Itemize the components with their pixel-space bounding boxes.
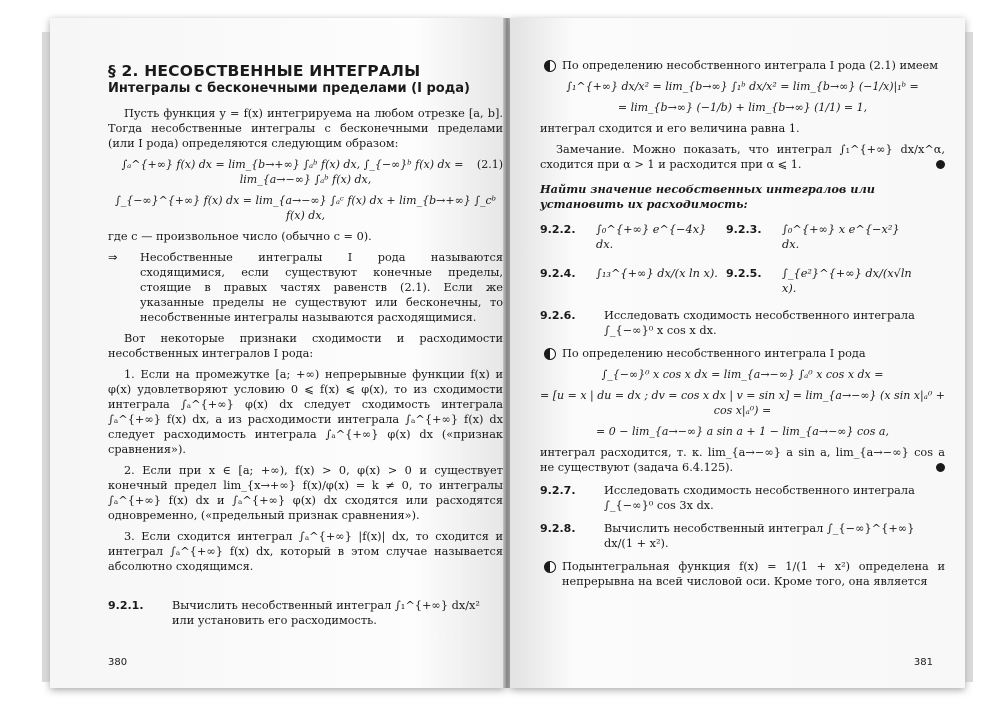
exercise-heading: Найти значение несобственных интегралов или установить их расходимость: xyxy=(540,182,875,211)
section-title: § 2. НЕСОБСТВЕННЫЕ ИНТЕГРАЛЫ xyxy=(108,62,421,80)
solution-start-icon xyxy=(544,60,556,72)
task-9-2-1 xyxy=(108,598,503,628)
subsection-title: Интегралы с бесконечными пределами (I рода) xyxy=(108,81,470,96)
definition-block xyxy=(108,250,503,325)
solution-start-icon xyxy=(544,348,556,360)
sign-3: 3. Если сходится интеграл ∫ₐ^{+∞} |f(x)| dx, то сходится и интеграл ∫ₐ^{+∞} f(x) dx, который в этом случае называется абсолютно сходящимся. xyxy=(108,530,503,573)
formula-full-line: ∫_{−∞}^{+∞} f(x) dx = lim_{a→−∞} ∫ₐᶜ f(x) dx + lim_{b→+∞} ∫_cᵇ f(x) dx, xyxy=(114,194,497,222)
solution-9-2-6 xyxy=(540,346,945,361)
remark-text: Замечание. Можно показать, что интеграл ∫₁^{+∞} dx/x^α, сходится при α > 1 и расходится при α ⩽ 1. xyxy=(540,143,945,171)
solution-formula-b: = [u = x | du = dx ; dv = cos x dx | v = sin x] = lim_{a→−∞} (x sin x|ₐ⁰ + cos x|ₐ⁰) = xyxy=(540,389,945,417)
remark xyxy=(540,142,945,172)
exercise-expression: ∫₀^{+∞} x e^{−x²} dx. xyxy=(782,223,900,251)
solution-end-icon xyxy=(936,463,945,472)
exercise-number: 9.2.2. xyxy=(540,223,576,236)
where-c-text: где c — произвольное число (обычно c = 0). xyxy=(108,230,372,243)
exercise-number: 9.2.5. xyxy=(726,267,762,280)
definition-text: Несобственные интегралы I рода называются сходящимися, если существуют конечные пределы, стоящие в правых частях равенств (2.1). Если же указанные пределы не существуют или бесконечны, то несобственные интегралы называются расходящимися. xyxy=(140,251,503,324)
solution-end-icon xyxy=(936,160,945,169)
left-page-content xyxy=(108,58,503,636)
task-number: 9.2.8. xyxy=(540,522,576,535)
sign-2: 2. Если при x ∈ [a; +∞), f(x) > 0, φ(x) > 0 и существует конечный предел lim_{x→+∞} f(x)/φ(x) = k ≠ 0, то интегралы ∫ₐ^{+∞} f(x) dx и ∫ₐ^{+∞} φ(x) dx сходятся или расходятся одновременно, («предельный признак сравнения»). xyxy=(108,464,503,522)
formula-2-1 xyxy=(108,157,503,187)
solution-start-icon xyxy=(544,561,556,573)
exercise-expression: ∫_{e²}^{+∞} dx/(x√ln x). xyxy=(782,267,912,295)
task-9-2-7 xyxy=(540,483,945,513)
left-page xyxy=(50,18,505,688)
solution-formula-c: = 0 − lim_{a→−∞} a sin a + 1 − lim_{a→−∞} cos a, xyxy=(596,425,889,438)
solution-formula-b: = lim_{b→∞} (−1/b) + lim_{b→∞} (1/1) = 1, xyxy=(617,101,868,114)
solution-text: Подынтегральная функция f(x) = 1/(1 + x²) определена и непрерывна на всей числовой оси. Кроме того, она является xyxy=(562,560,945,588)
exercise-expression: ∫₁₃^{+∞} dx/(x ln x). xyxy=(596,267,718,280)
task-text: Вычислить несобственный интеграл ∫_{−∞}^{+∞} dx/(1 + x²). xyxy=(604,522,915,550)
solution-9-2-1 xyxy=(540,58,945,73)
task-9-2-8 xyxy=(540,521,945,551)
task-9-2-6 xyxy=(540,308,945,338)
exercise-expression: ∫₀^{+∞} e^{−4x} dx. xyxy=(596,223,707,251)
exercise-number: 9.2.4. xyxy=(540,267,576,280)
exercise-number: 9.2.3. xyxy=(726,223,762,236)
solution-conclusion: интеграл сходится и его величина равна 1. xyxy=(540,122,800,135)
formula-number: (2.1) xyxy=(476,158,503,171)
task-number: 9.2.7. xyxy=(540,484,576,497)
solution-9-2-8 xyxy=(540,559,945,589)
signs-intro: Вот некоторые признаки сходимости и расходимости несобственных интегралов I рода: xyxy=(108,332,503,360)
solution-conclusion-text: интеграл расходится, т. к. lim_{a→−∞} a sin a, lim_{a→−∞} cos a не существуют (задача 6.4.125). xyxy=(540,446,945,474)
open-book xyxy=(20,10,980,700)
task-number: 9.2.6. xyxy=(540,309,576,322)
sign-1: 1. Если на промежутке [a; +∞) непрерывные функции f(x) и φ(x) удовлетворяют условию 0 ⩽ f(x) ⩽ φ(x), то из сходимости интеграла ∫ₐ^{+∞} φ(x) dx следует сходимость интеграла ∫ₐ^{+∞} f(x) dx, а из расходимости интеграла ∫ₐ^{+∞} f(x) dx следует расходимость интеграла ∫ₐ^{+∞} φ(x) dx («признак сравнения»). xyxy=(108,368,503,456)
solution-text: По определению несобственного интеграла I рода xyxy=(562,347,866,360)
solution-formula-a: ∫_{−∞}⁰ x cos x dx = lim_{a→−∞} ∫ₐ⁰ x cos x dx = xyxy=(601,368,884,381)
task-text: Вычислить несобственный интеграл ∫₁^{+∞} dx/x² или установить его расходимость. xyxy=(172,599,480,627)
page-number-left: 380 xyxy=(108,657,128,668)
solution-conclusion xyxy=(540,445,945,475)
solution-text: По определению несобственного интеграла I рода (2.1) имеем xyxy=(562,59,939,72)
solution-formula-a: ∫₁^{+∞} dx/x² = lim_{b→∞} ∫₁ᵇ dx/x² = lim_{b→∞} (−1/x)|₁ᵇ = xyxy=(566,80,919,93)
intro-paragraph: Пусть функция y = f(x) интегрируема на любом отрезке [a, b]. Тогда несобственные интегралы с бесконечными пределами (или I рода) определяются следующим образом: xyxy=(108,107,503,150)
page-number-right: 381 xyxy=(913,657,933,668)
task-number: 9.2.1. xyxy=(108,599,144,612)
right-page-content xyxy=(540,58,945,595)
formula-2-1-text: ∫ₐ^{+∞} f(x) dx = lim_{b→+∞} ∫ₐᵇ f(x) dx, ∫_{−∞}ᵇ f(x) dx = lim_{a→−∞} ∫ₐᵇ f(x) dx, xyxy=(121,158,464,186)
implies-icon: ⇒ xyxy=(108,251,118,264)
task-text: Исследовать сходимость несобственного интеграла ∫_{−∞}⁰ cos 3x dx. xyxy=(604,484,915,512)
right-page xyxy=(510,18,965,688)
task-text: Исследовать сходимость несобственного интеграла ∫_{−∞}⁰ x cos x dx. xyxy=(604,309,915,337)
exercise-grid xyxy=(540,222,945,296)
